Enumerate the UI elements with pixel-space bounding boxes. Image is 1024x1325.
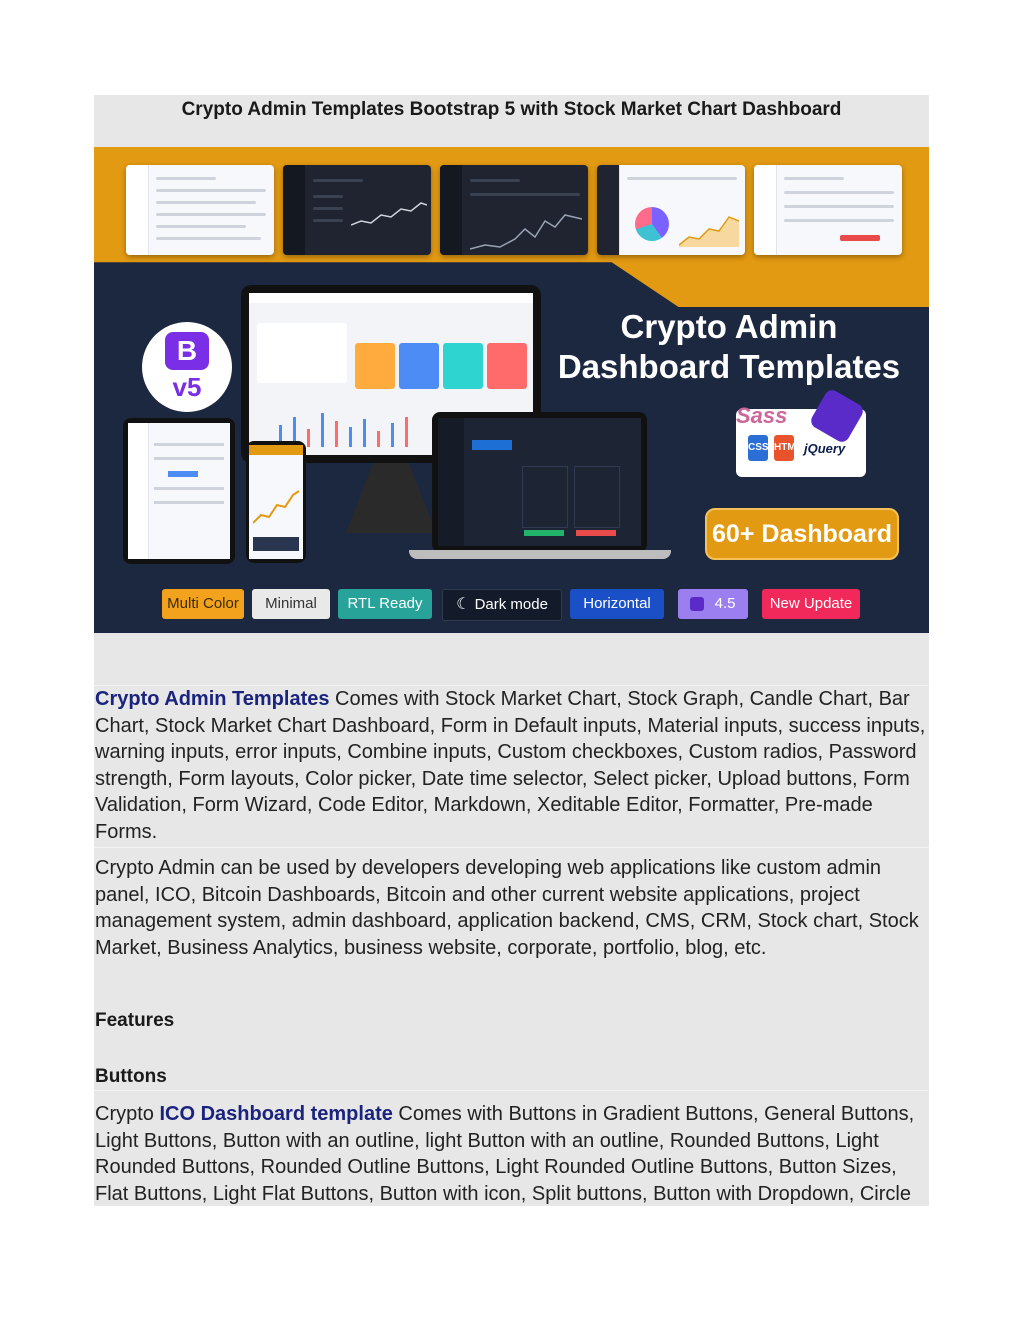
moon-icon: ☾: [456, 596, 471, 613]
document-page: [94, 95, 929, 1206]
banner-heading-line1: Crypto Admin: [620, 308, 838, 345]
screenshot-thumbnail: [440, 165, 588, 255]
document-title-text: Crypto Admin Templates Bootstrap 5 with Stock Market Chart Dashboard: [181, 99, 842, 120]
screenshot-thumbnail: [283, 165, 431, 255]
bootstrap-icon: [808, 387, 865, 444]
badge-horizontal: Horizontal: [570, 589, 664, 619]
bootstrap-letter: B: [165, 332, 209, 370]
badge-rtl-ready: RTL Ready: [338, 589, 432, 619]
badge-dark-mode: [442, 589, 562, 621]
ico-dashboard-template-link[interactable]: ICO Dashboard template: [159, 1103, 393, 1125]
intro-paragraph: [95, 686, 927, 845]
laptop-base: [409, 550, 671, 559]
css3-icon: CSS: [748, 435, 768, 461]
badge-new-update: New Update: [762, 589, 860, 619]
document-title: [94, 95, 929, 145]
badge-dark-mode-label: Dark mode: [474, 596, 548, 613]
badge-multi-color: Multi Color: [162, 589, 244, 619]
badge-version-label: 4.5: [714, 595, 736, 612]
banner-heading: [549, 307, 909, 387]
usage-paragraph: [95, 855, 927, 961]
divider: [94, 1090, 929, 1091]
intro-text: Comes with Stock Market Chart, Stock Graph, Candle Chart, Bar Chart, Stock Market Chart Dashboard, Form in Default inputs, Material inputs, success inputs, warning inputs, error inputs, Combine inputs, Custom checkboxes, Custom radios, Password strength, Form layouts, Color picker, Date time selector, Select picker, Upload buttons, Form Validation, Form Wizard, Code Editor, Markdown, Xeditable Editor, Formatter, Pre-made Forms.: [95, 688, 926, 843]
banner-heading-line2: Dashboard Templates: [557, 348, 901, 385]
badge-version: [678, 589, 748, 619]
crypto-admin-templates-link[interactable]: Crypto Admin Templates: [95, 688, 336, 710]
buttons-heading: Buttons: [95, 1066, 167, 1087]
promo-banner: [94, 147, 929, 633]
dashboard-count-badge: 60+ Dashboard: [705, 508, 899, 560]
usage-text: Crypto Admin can be used by developers developing web applications like custom admin panel, ICO, Bitcoin Dashboards, Bitcoin and other current website applications, project management system, admin dashboard, application backend, CMS, CRM, Stock chart, Stock Market, Business Analytics, business website, corporate, portfolio, blog, etc.: [95, 857, 919, 959]
buttons-paragraph: [95, 1101, 927, 1207]
buttons-prefix: Crypto: [95, 1103, 160, 1125]
jquery-icon: jQuery: [804, 441, 846, 456]
divider: [94, 847, 929, 848]
tech-logos: [736, 403, 866, 477]
screenshot-thumbnail: [754, 165, 902, 255]
bootstrap-logo: [142, 322, 232, 412]
sass-icon: Sass: [736, 403, 788, 428]
phone-mockup: [246, 441, 306, 563]
badge-minimal: Minimal: [252, 589, 330, 619]
laptop-mockup: [432, 412, 647, 552]
screenshot-thumbnail: [126, 165, 274, 255]
bootstrap-icon: [690, 597, 704, 611]
bootstrap-version: v5: [172, 372, 202, 402]
features-heading: Features: [95, 1010, 175, 1031]
buttons-text: Comes with Buttons in Gradient Buttons, General Buttons, Light Buttons, Button with an outline, light Button with an outline, Rounded Buttons, Light Rounded Buttons, Rounded Outline Buttons, Light Rounded Outline Buttons, Button Sizes, Flat Buttons, Light Flat Buttons, Button with icon, Split buttons, Button with Dropdown, Circle: [95, 1103, 915, 1205]
tablet-mockup: [123, 418, 235, 564]
monitor-stand: [346, 463, 436, 533]
screenshot-thumbnail: [597, 165, 745, 255]
html5-icon: HTML: [774, 435, 794, 461]
